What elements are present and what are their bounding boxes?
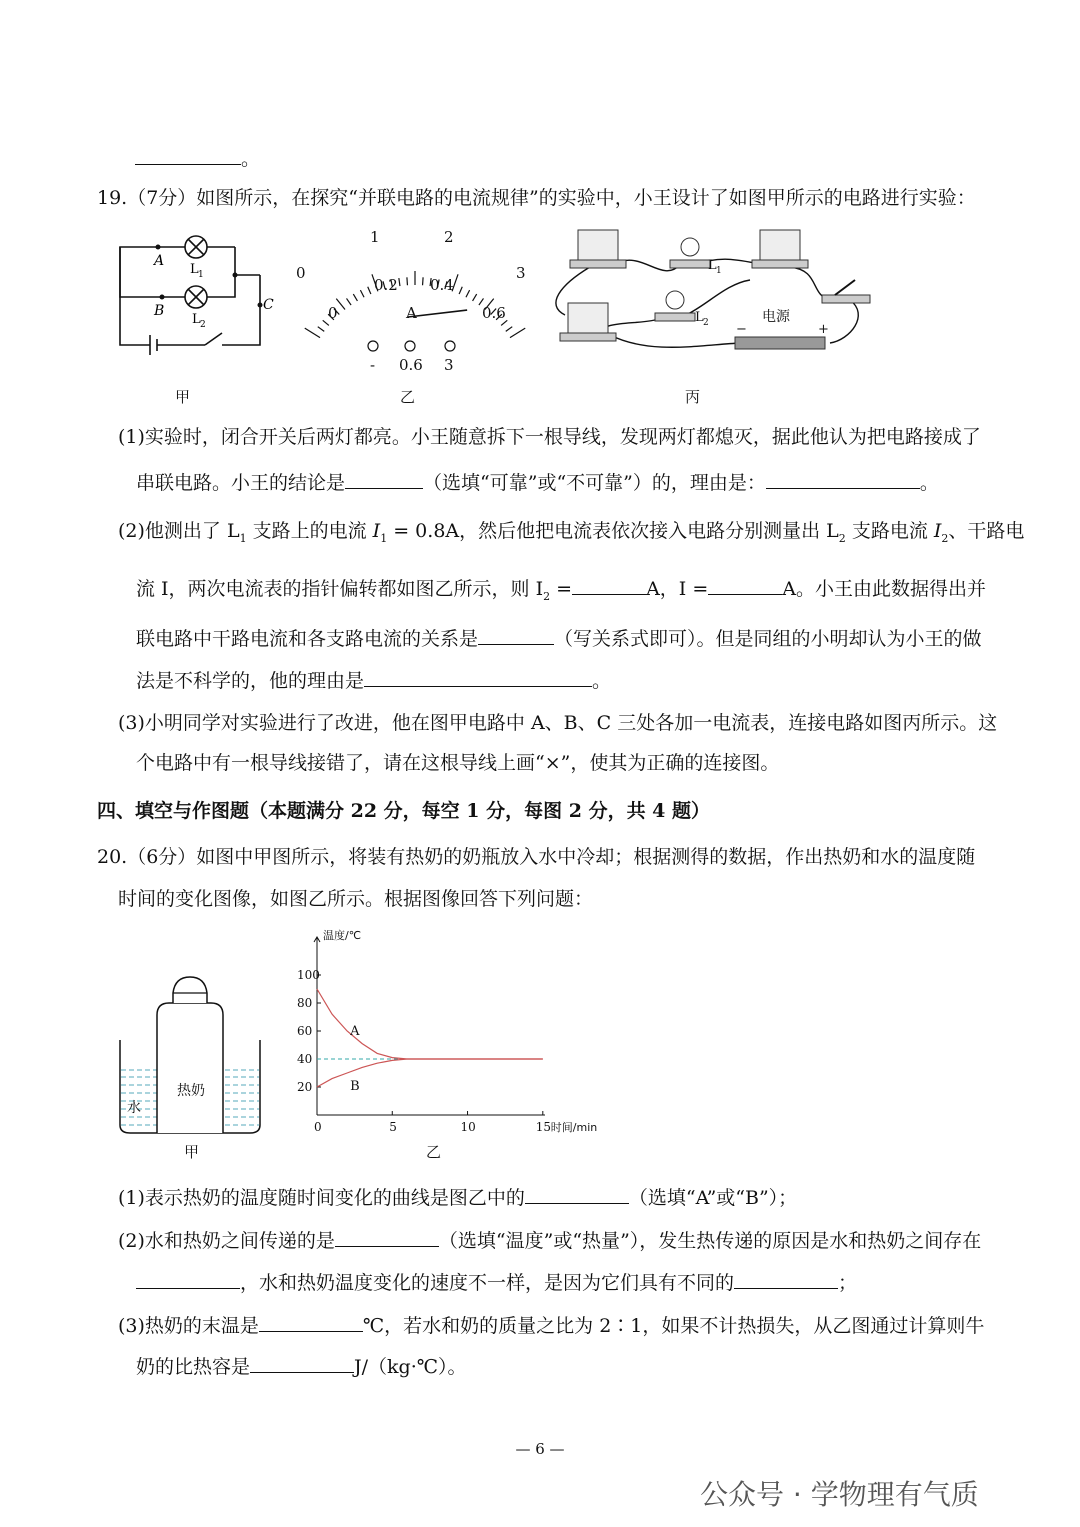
q20-part3-line2: 奶的比热容是 J/（kg·℃）。 [136,1352,467,1380]
caption-jia: 甲 [175,388,191,406]
real-label-L1: L [708,258,717,273]
svg-text:2: 2 [703,318,709,328]
series-label-A: A [350,1024,360,1040]
q19-part3-line1: (3)小明同学对实验进行了改进，他在图甲电路中 A、B、C 三处各加一电流表，连接电路如图丙所示。这 [118,712,998,734]
label-hot-milk: 热奶 [177,1083,205,1099]
x-tick-label: 5 [389,1120,397,1134]
terminal-minus: - [370,356,376,374]
y-tick-label: 80 [297,996,313,1010]
meter-tick [473,294,477,301]
meter-tick [399,278,400,286]
label-L2: L [192,312,201,327]
q19-part2-line1: (2)他测出了 $L_1$ 支路上的电流 $I_1 = 0.8A$，然后他把电流表依次接入电路分别测量出 $L_2$ 支路电流 $I_2$、干路电 [118,520,1025,545]
bottom-tick-0: 0 [328,304,338,322]
meter-tick [459,287,462,294]
chart-y-axis-label: 温度/℃ [323,929,362,942]
chart-x-axis-label: 时间/min [550,1121,598,1134]
line-0: 。 [135,144,260,172]
y-tick-label: 100 [297,968,320,982]
meter-tick [407,277,408,285]
ammeter-dial-yi [290,222,540,382]
bottle-in-water-jia [115,975,265,1140]
meter-tick [347,298,352,305]
meter-tick [353,294,357,301]
bottom-tick-04: 0.4 [430,276,454,294]
meter-tick [336,299,345,310]
series-label-B: B [350,1078,360,1094]
q20-part2-line1: (2)水和热奶之间传递的是 （选填“温度”或“热量”），发生热传递的原因是水和热奶之间存在 [118,1226,981,1254]
meter-tick [423,277,424,285]
page-number: — 6 — [515,1440,565,1458]
caption-yi: 乙 [400,388,416,406]
circuit-diagram-jia [110,225,290,365]
caption-chart-yi: 乙 [426,1143,442,1161]
meter-tick [466,290,470,297]
top-tick-3: 3 [516,264,526,282]
label-power-source: 电源 [762,309,790,325]
label-water: 水 [127,1100,141,1116]
meter-tick [360,290,364,297]
label-minus: − [736,322,747,337]
q19-part1-line2: 串联电路。小王的结论是 （选填“可靠”或“不可靠”）的，理由是： 。 [136,468,939,496]
label-L1: L [190,262,199,277]
real-label-L2: L [695,310,704,325]
q19-part1-line1: (1)实验时，闭合开关后两灯都亮。小王随意拆下一根导线，发现两灯都熄灭，据此他认为把电路接成了 [118,426,981,448]
terminal-06: 0.6 [399,356,423,374]
meter-tick [510,328,525,338]
q19-part3-line2: 个电路中有一根导线接错了，请在这根导线上画“×”，使其为正确的连接图。 [136,752,780,774]
meter-unit: A [406,304,417,322]
question-19: 19.（7分）如图所示，在探究“并联电路的电流规律”的实验中，小王设计了如图甲所示的电路进行实验： [97,187,976,209]
x-tick-label: 15 [535,1120,552,1134]
label-C: C [263,297,274,313]
q19-part2-line2: 流 I，两次电流表的指针偏转都如图乙所示，则 $I_2 = A$，I = A。小王由此数据得出并 [136,574,986,610]
temperature-time-chart [290,925,598,1145]
label-B: B [154,303,165,319]
x-tick-label: 10 [460,1120,476,1134]
caption-bing: 丙 [685,388,701,406]
y-tick-label: 40 [297,1052,313,1066]
svg-text:1: 1 [716,266,722,276]
caption-bottle-jia: 甲 [184,1143,200,1161]
section-4-heading: 四、填空与作图题（本题满分 22 分，每空 1 分，每图 2 分，共 4 题） [97,800,711,822]
meter-tick [318,327,324,332]
label-A: A [154,253,165,269]
question-20-line2: 时间的变化图像，如图乙所示。根据图像回答下列问题： [118,888,594,910]
meter-tick [506,327,512,332]
meter-tick [368,287,371,294]
q20-part3-line1: (3)热奶的末温是 ℃，若水和奶的质量之比为 2∶1，如果不计热损失，从乙图通过计算则牛 [118,1311,984,1339]
q20-part2-line2: ，水和热奶温度变化的速度不一样，是因为它们具有不同的 ； [136,1268,857,1296]
q19-part2-line4: 法是不科学的，他的理由是 。 [136,666,611,694]
y-tick-label: 60 [297,1024,313,1038]
y-tick-label: 20 [297,1080,313,1094]
label-plus: + [818,322,829,337]
question-20-line1: 20.（6分）如图中甲图所示，将装有热奶的奶瓶放入水中冷却；根据测得的数据，作出热奶和水的温度随 [97,846,976,868]
q19-part2-line3: 联电路中干路电流和各支路电流的关系是 （写关系式即可）。但是同组的小明却认为小王的做 [136,624,982,652]
meter-pointer [408,310,467,317]
real-circuit-bing [550,225,870,375]
svg-text:2: 2 [200,320,206,330]
top-tick-1: 1 [370,228,380,246]
x-tick-label: 0 [314,1120,322,1134]
terminal-3: 3 [444,356,454,374]
q20-part1: (1)表示热奶的温度随时间变化的曲线是图乙中的 （选填“A”或“B”）； [118,1183,797,1211]
meter-tick [305,328,320,338]
watermark: 公众号 · 学物理有气质 [700,1478,979,1511]
top-tick-0: 0 [296,264,306,282]
bottom-tick-02: 0.2 [374,276,398,294]
bottom-tick-06: 0.6 [482,304,506,322]
svg-text:1: 1 [198,270,204,280]
top-tick-2: 2 [444,228,454,246]
